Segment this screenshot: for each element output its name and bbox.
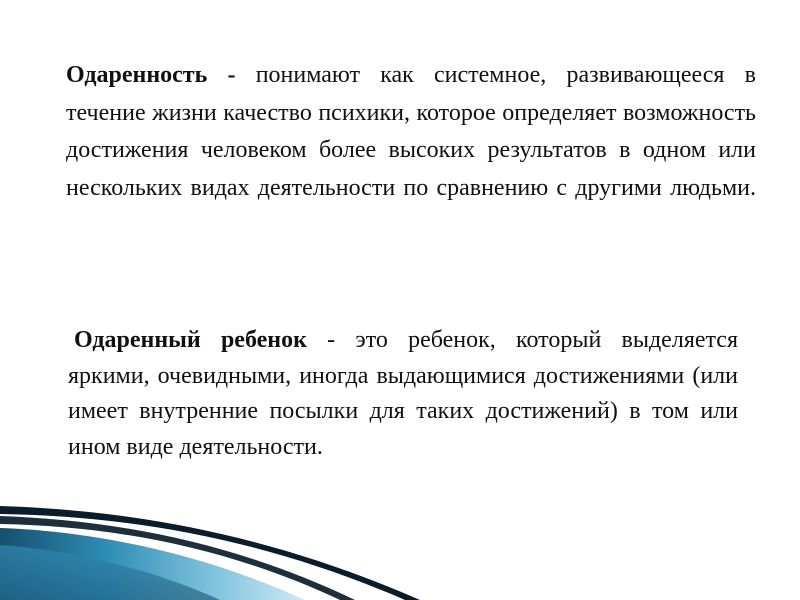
definition-giftedness-text: понимают как системное, развивающееся в течение жизни качество психики, которое определяет возможность достижения человеком более высоких результатов в одном или нескольких видах деятельности по сравнению с другими людьми.: [66, 62, 756, 201]
corner-decoration-blue-shade: [0, 545, 220, 600]
corner-decoration-dark-stripe-2: [0, 516, 355, 600]
definition-gifted-child-term: Одаренный ребенок: [74, 327, 307, 353]
definition-giftedness: [66, 57, 756, 207]
corner-decoration-blue-wedge: [0, 528, 305, 600]
definition-gifted-child: [68, 323, 738, 465]
definition-gifted-child-text: - это ребенок, который выделяется яркими, очевидными, иногда выдающимися достижениями (или имеет внутренние посылки для таких достижений) в том или ином виде деятельности.: [68, 327, 738, 460]
definition-giftedness-term: Одаренность -: [66, 62, 236, 88]
corner-decoration-dark-stripe: [0, 506, 420, 600]
